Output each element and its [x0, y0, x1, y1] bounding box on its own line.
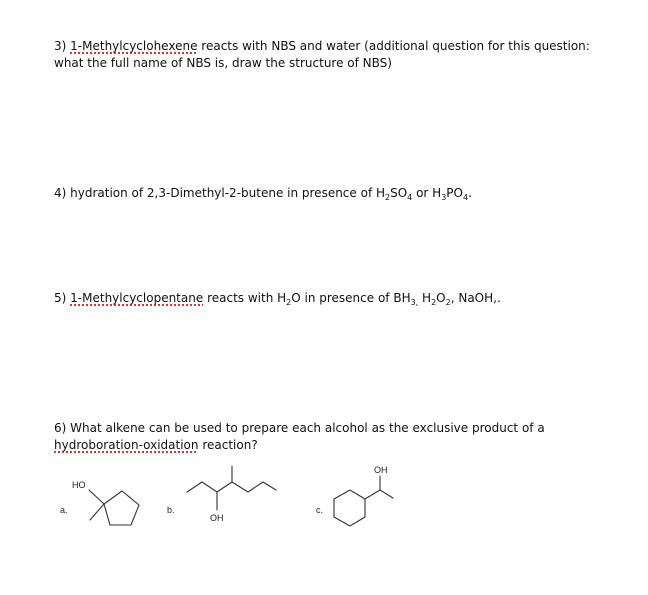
- question-4-text-part: PO: [446, 186, 463, 200]
- question-5-compound: 1-Methylcyclopentane: [70, 291, 204, 305]
- structure-b-label: b.: [167, 505, 175, 515]
- structure-a-ring: [104, 491, 139, 525]
- question-5-number: 5): [54, 291, 67, 305]
- question-4-text: 4) hydration of 2,3-Dimethyl-2-butene in presence of H: [54, 186, 386, 200]
- subscript: 2: [431, 298, 437, 307]
- structure-b-chain: [187, 482, 276, 492]
- subscript: 4: [407, 193, 413, 202]
- subscript: 3: [441, 193, 447, 202]
- question-3-compound: 1-Methylcyclohexene: [70, 39, 198, 53]
- structure-c-chain-2: [380, 490, 393, 498]
- question-4-text-part: or H: [412, 186, 442, 200]
- structure-a-label: a.: [60, 505, 68, 515]
- question-3-line2: what the full name of NBS is, draw the structure of NBS): [54, 56, 392, 70]
- question-3-text: reacts with NBS and water (additional question for this question:: [201, 39, 590, 53]
- structure-a: [89, 490, 139, 525]
- question-6-line1: 6) What alkene can be used to prepare each alcohol as the exclusive product of a: [54, 421, 545, 435]
- question-5-text-part: , NaOH,.: [450, 291, 501, 305]
- subscript: 2: [445, 298, 451, 307]
- structure-c: [334, 476, 393, 526]
- structure-c-chain-1: [365, 490, 380, 499]
- question-5-text-part: O: [436, 291, 446, 305]
- question-5-text-part: H: [418, 291, 432, 305]
- subscript: 4: [462, 193, 469, 202]
- subscript: 2: [286, 298, 292, 307]
- question-5-text: reacts with H: [207, 291, 287, 305]
- subscript: 3,: [410, 298, 419, 307]
- structure-a-ho: HO: [72, 480, 86, 490]
- structure-b-oh: OH: [210, 513, 224, 523]
- question-4-text-part: SO: [390, 186, 408, 200]
- subscript: 2: [385, 193, 391, 202]
- question-6-rest: reaction?: [202, 438, 258, 452]
- question-4-text-part: .: [468, 186, 472, 200]
- structure-c-label: c.: [316, 505, 324, 515]
- question-5-text-part: O in presence of BH: [291, 291, 411, 305]
- structure-b: [187, 466, 276, 510]
- question-6-term: hydroboration-oxidation: [54, 438, 199, 452]
- structure-a-ho-bond: [89, 490, 104, 504]
- structure-c-oh: OH: [374, 465, 388, 475]
- structure-a-ch2-bond: [90, 504, 104, 520]
- structure-c-ring: [334, 490, 365, 526]
- question-3-number: 3): [54, 39, 67, 53]
